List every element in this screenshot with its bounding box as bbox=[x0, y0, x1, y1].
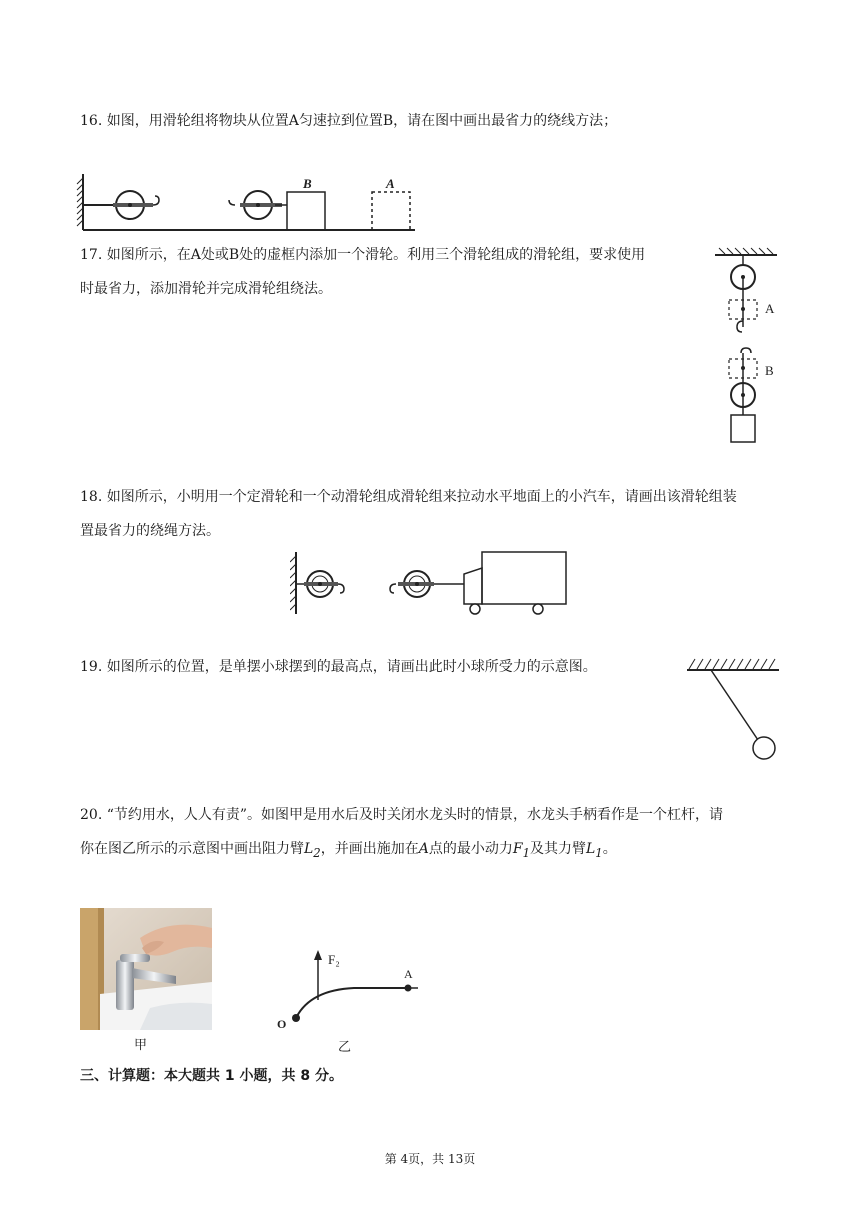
question-number: 17. bbox=[80, 247, 103, 263]
question-19 bbox=[80, 650, 597, 684]
question-16 bbox=[80, 104, 617, 138]
question-text: 如图所示的位置，是单摆小球摆到的最高点，请画出此时小球所受力的示意图。 bbox=[106, 659, 597, 675]
question-number: 20. bbox=[80, 807, 103, 823]
question-number: 19. bbox=[80, 659, 103, 675]
question-text-line1: 如图所示，小明用一个定滑轮和一个动滑轮组成滑轮组来拉动水平地面上的小汽车，请画出该滑轮组装 bbox=[106, 489, 737, 505]
figure-17-pulley-system bbox=[705, 245, 790, 450]
question-text-line2: 你在图乙所示的示意图中画出阻力臂$L_2$，并画出施加在A点的最小动力$F_1$及其力臂$L_1$。 bbox=[80, 841, 617, 860]
label-a: A bbox=[386, 176, 395, 191]
caption-jia: 甲 bbox=[134, 1038, 148, 1053]
question-text-line1: “节约用水，人人有责”。如图甲是用水后及时关闭水龙头时的情景，水龙头手柄看作是一个杠杆，请 bbox=[106, 807, 724, 823]
section-heading: 三、计算题：本大题共 1 小题，共 8 分。 bbox=[80, 1068, 343, 1084]
question-text-line2: 时最省力，添加滑轮并完成滑轮组绕法。 bbox=[80, 281, 332, 297]
figure-19-pendulum bbox=[685, 655, 785, 765]
question-18 bbox=[80, 480, 790, 548]
caption-yi: 乙 bbox=[338, 1040, 352, 1055]
f2-label: F₂ bbox=[328, 952, 340, 967]
question-text: 如图，用滑轮组将物块从位置A匀速拉到位置B，请在图中画出最省力的绕线方法； bbox=[106, 113, 618, 129]
label-a: A bbox=[765, 301, 775, 316]
figure-18-pulley-car bbox=[290, 548, 580, 618]
label-b: B bbox=[765, 363, 774, 378]
figure-16-pulley-block bbox=[75, 170, 425, 240]
question-20 bbox=[80, 798, 790, 870]
question-number: 16. bbox=[80, 113, 103, 129]
question-number: 18. bbox=[80, 489, 103, 505]
question-text-line1: 如图所示，在A处或B处的虚框内添加一个滑轮。利用三个滑轮组成的滑轮组，要求使用 bbox=[106, 247, 646, 263]
faucet-photo bbox=[80, 908, 212, 1030]
o-label: O bbox=[277, 1017, 287, 1031]
question-text-line2: 置最省力的绕绳方法。 bbox=[80, 523, 220, 539]
label-b: B bbox=[303, 176, 312, 191]
a-label: A bbox=[404, 967, 413, 981]
page-footer: 第 4页，共 13页 bbox=[384, 1152, 476, 1166]
lever-diagram bbox=[270, 942, 430, 1032]
question-17 bbox=[80, 238, 700, 306]
